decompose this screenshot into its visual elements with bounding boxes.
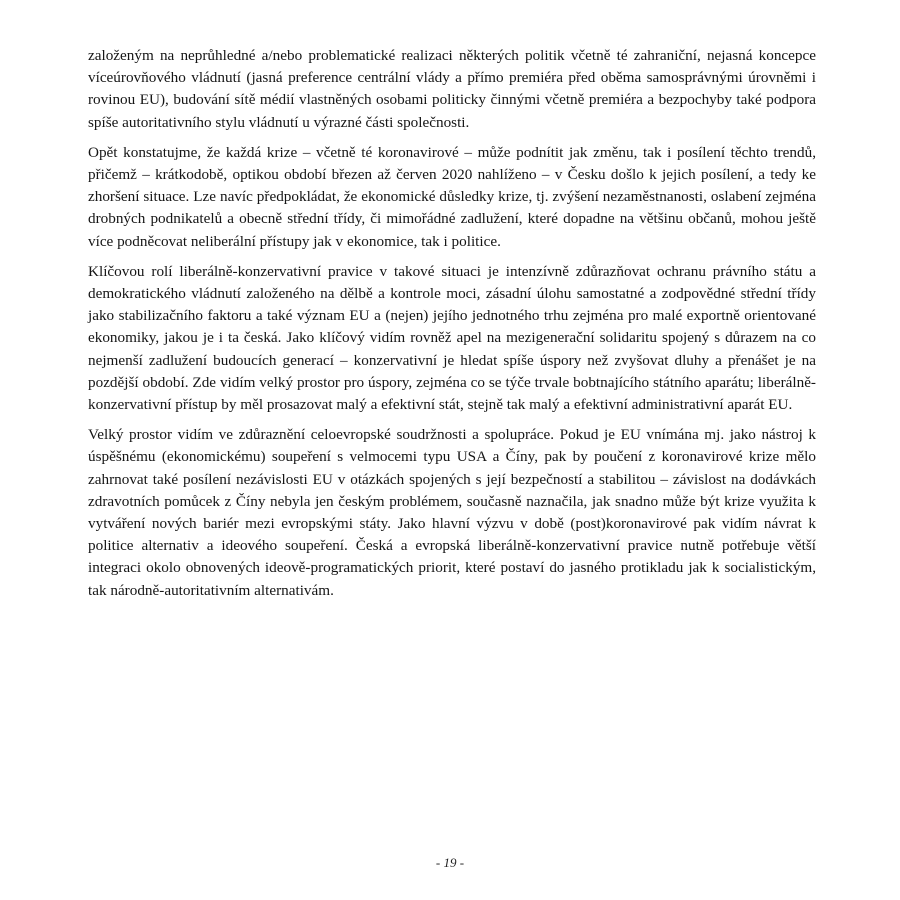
paragraph-3: Klíčovou rolí liberálně-konzervativní pravice v takové situaci je intenzívně zdůrazňovat ochranu právního státu a demokratického vládnutí založeného na dělbě a kontrole moci, zásadní úlohu samostatné a zodpovědné střední třídy jako stabilizačního faktoru a také význam EU a (nejen) jejího jednotného trhu zejména pro malé exportně orientované ekonomiky, jakou je i ta česká. Jako klíčový vidím rovněž apel na mezigenerační solidaritu spojený s důrazem na co nejmenší zadlužení budoucích generací – konzervativní je hledat spíše úspory než zvyšovat dluhy a přenášet je na pozdější období. Zde vidím velký prostor pro úspory, zejména co se týče trvale bobtnajícího státního aparátu; liberálně-konzervativní přístup by měl prosazovat malý a efektivní stát, stejně tak malý a efektivní administrativní aparát EU. [88, 262, 816, 414]
document-page [88, 45, 816, 610]
page-number: - 19 - [435, 855, 465, 870]
paragraph-2: Opět konstatujme, že každá krize – včetně té koronavirové – může podnítit jak změnu, tak i posílení těchto trendů, přičemž – krátkodobě, optikou období březen až červen 2020 nahlíženo – v Česku došlo k jejich posílení, a tedy ke zhoršení situace. Lze navíc předpokládat, že ekonomické důsledky krize, tj. zvýšení nezaměstnanosti, oslabení zejména drobných podnikatelů a obecně střední třídy, či mimořádné zadlužení, které dopadne na většinu občanů, mohou ještě více podněcovat neliberální přístupy jak v ekonomice, tak i politice. [88, 143, 816, 250]
paragraph-1: založeným na neprůhledné a/nebo problematické realizaci některých politik včetně té zahraniční, nejasná koncepce víceúrovňového vládnutí (jasná preference centrální vlády a přímo premiéra před oběma samosprávnými úrovněmi i rovinou EU), budování sítě médií vlastněných osobami politicky činnými včetně premiéra a bezpochyby také podpora spíše autoritativního stylu vládnutí u výrazné části společnosti. [88, 47, 816, 131]
paragraph-4: Velký prostor vidím ve zdůraznění celoevropské soudržnosti a spolupráce. Pokud je EU vnímána mj. jako nástroj k úspěšnému (ekonomickému) soupeření s velmocemi typu USA a Číny, pak by poučení z koronavirové krize mělo zahrnovat také posílení nezávislosti EU v otázkách spojených s její bezpečností a stabilitou – závislost na dodávkách zdravotních pomůcek z Číny nebyla jen českým problémem, současně naznačila, jak snadno může být krize využita k vytváření nových bariér mezi evropskými státy. Jako hlavní výzvu v době (post)koronavirové pak vidím návrat k politice alternativ a ideového soupeření. Česká a evropská liberálně-konzervativní pravice nutně potřebuje větší integraci okolo obnovených ideově-programatických priorit, které postaví do jasného protikladu jak k socialistickým, tak národně-autoritativním alternativám. [88, 426, 816, 599]
